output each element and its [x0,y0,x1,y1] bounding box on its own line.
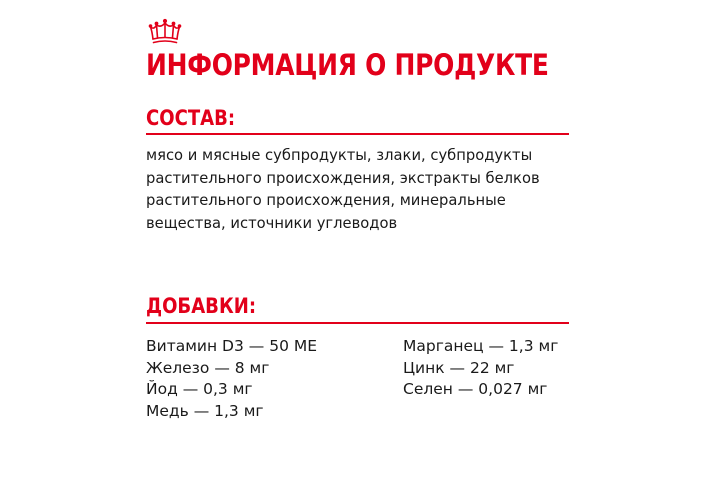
royal-crown-icon [148,17,182,45]
additive-item: Цинк — 22 мг [403,358,515,377]
composition-divider [146,133,569,135]
composition-heading: СОСТАВ: [146,106,236,130]
additives-divider [146,322,569,324]
additives-heading: ДОБАВКИ: [146,294,257,318]
additive-item: Марганец — 1,3 мг [403,337,559,355]
composition-text: мясо и мясные субпродукты, злаки, субпродукты растительного происхождения, экстракты белков растительного происхождения, минеральные вещества, источники углеводов [146,146,540,232]
additive-item: Железо — 8 мг [146,358,270,377]
additive-item: Селен — 0,027 мг [403,380,548,399]
additive-item: Медь — 1,3 мг [146,402,264,421]
additive-item: Витамин D3 — 50 МЕ [146,337,318,355]
additive-item: Йод — 0,3 мг [146,380,253,399]
additives-left-column [146,336,317,423]
page-title: ИНФОРМАЦИЯ О ПРОДУКТЕ [146,48,549,82]
additives-right-column [403,336,558,401]
